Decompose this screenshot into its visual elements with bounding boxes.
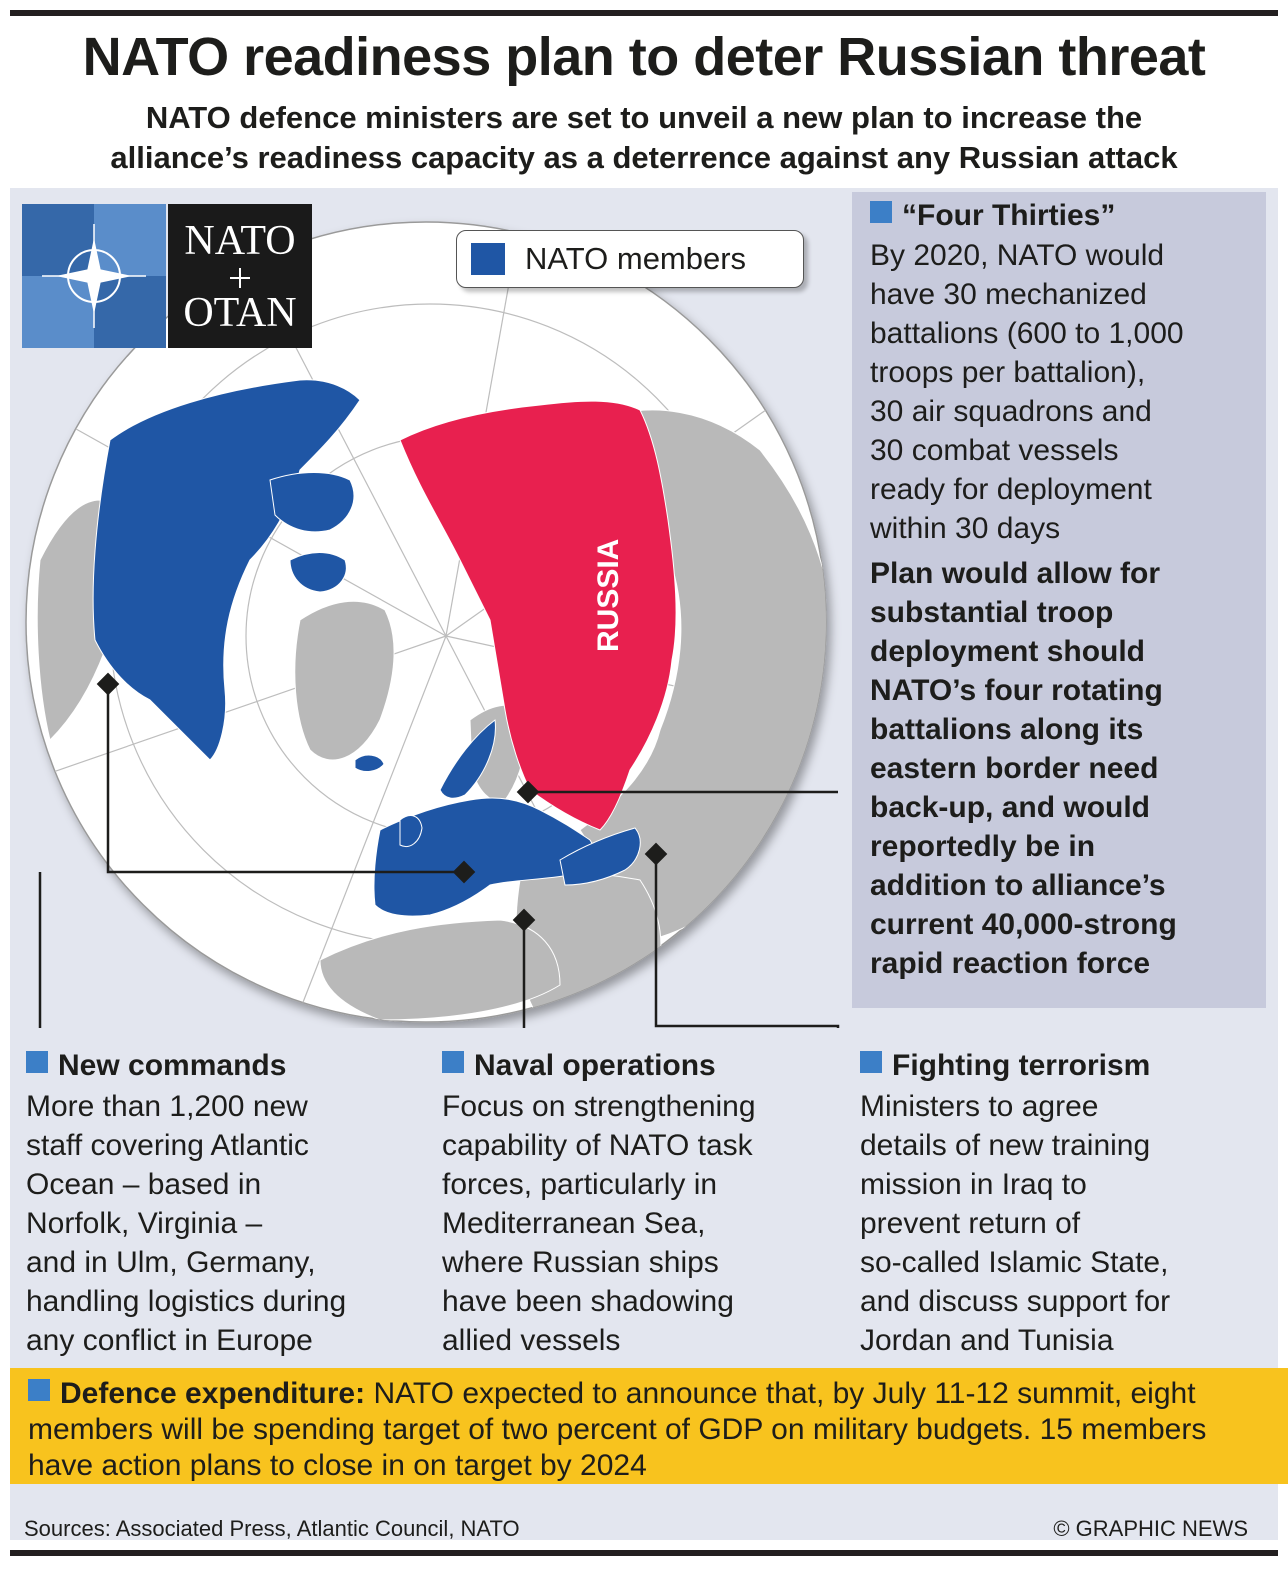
bullet-square [860, 1051, 882, 1073]
naval-operations-block [442, 1046, 834, 1360]
logo-wordmark [168, 204, 312, 348]
subtitle [0, 98, 1288, 178]
plan-statement: Plan would allow for substantial troop deployment should NATO’s four rotating battalions along its eastern border need back-up, and would reportedly be in addition to alliance’s current 40,000-strong rapid reaction force [870, 557, 1177, 980]
map-legend [456, 230, 804, 288]
subtitle-line: NATO defence ministers are set to unveil a new plan to increase the [145, 100, 1143, 135]
legend-swatch [471, 243, 505, 275]
four-thirties-heading: “Four Thirties” [870, 196, 1262, 236]
bullet-square [28, 1379, 50, 1401]
bullet-square [442, 1051, 464, 1073]
page-title: NATO readiness plan to deter Russian threat [82, 27, 1206, 87]
new-commands-body: More than 1,200 new staff covering Atlantic Ocean – based in Norfolk, Virginia – and in Ulm, Germany, handling logistics during any conflict in Europe [26, 1090, 347, 1357]
copyright: © GRAPHIC NEWS [1053, 1516, 1248, 1541]
four-thirties-body: By 2020, NATO would have 30 mechanized battalions (600 to 1,000 troops per battalion), 30 air squadrons and 30 combat vessels ready for deployment within 30 days [870, 239, 1184, 545]
new-commands-heading: New commands [26, 1046, 418, 1086]
naval-operations-body: Focus on strengthening capability of NATO task forces, particularly in Mediterranean Sea, where Russian ships have been shadowing allied vessels [442, 1090, 756, 1357]
four-thirties-box [870, 196, 1262, 983]
fighting-terrorism-body: Ministers to agree details of new training mission in Iraq to prevent return of so-called Islamic State, and discuss support for Jordan and Tunisia [860, 1090, 1171, 1357]
defence-expenditure-box [10, 1368, 1288, 1484]
russia-label: RUSSIA [592, 538, 625, 652]
bottom-rule [10, 1550, 1278, 1556]
nato-logo [22, 204, 312, 348]
sources: Sources: Associated Press, Atlantic Council, NATO [24, 1516, 520, 1541]
bullet-square [26, 1051, 48, 1073]
compass-star-icon [22, 204, 166, 348]
fighting-terrorism-block [860, 1046, 1252, 1360]
legend-label: NATO members [525, 241, 747, 276]
fighting-terrorism-heading: Fighting terrorism [860, 1046, 1252, 1086]
defence-text: NATO expected to announce that, by July 11-12 summit, eight members will be spending target of two percent of GDP on military budgets. 15 members have action plans to close in on target by 2024 [28, 1377, 1207, 1482]
subtitle-line: alliance’s readiness capacity as a deterrence against any Russian attack [110, 140, 1178, 175]
logo-nato: NATO [184, 218, 296, 264]
top-rule [10, 10, 1278, 16]
new-commands-block [26, 1046, 418, 1360]
bullet-square [870, 201, 892, 223]
logo-otan: OTAN [183, 290, 297, 336]
defence-label: Defence expenditure: [60, 1377, 366, 1410]
naval-operations-heading: Naval operations [442, 1046, 834, 1086]
